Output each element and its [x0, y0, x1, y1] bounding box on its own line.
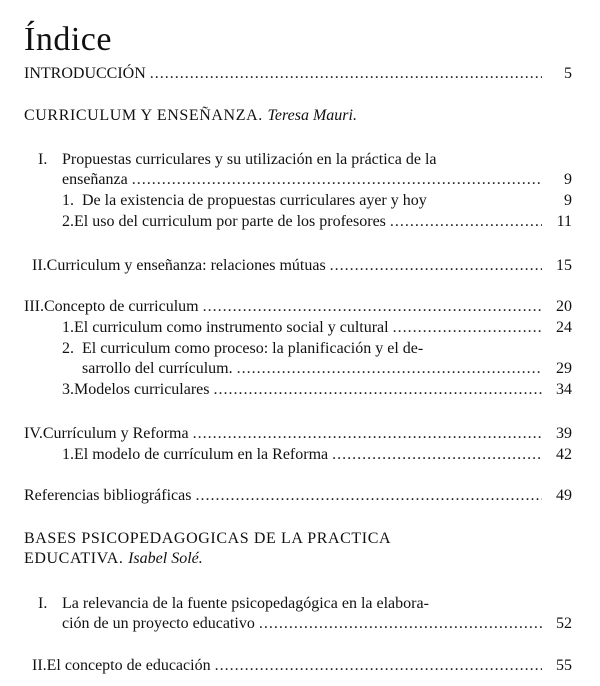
leader-dots [215, 656, 542, 676]
toc-entry-number: 2. [62, 213, 74, 230]
toc-entry-label: Concepto de curriculum [43, 298, 199, 315]
toc-entry-relevancia[interactable] [38, 594, 429, 614]
section-author: Isabel Solé. [128, 550, 203, 567]
section-heading-bases-cont [24, 549, 203, 569]
toc-entry-number: I. [38, 595, 48, 612]
toc-entry-label: Referencias bibliográficas [24, 487, 192, 504]
toc-entry-proceso-cont[interactable] [82, 359, 572, 379]
toc-entry-label: El modelo de currículum en la Reforma [74, 446, 329, 463]
leader-dots [237, 359, 542, 379]
toc-entry-uso[interactable] [62, 212, 572, 232]
leader-dots [390, 212, 542, 232]
toc-page-number: 55 [556, 657, 572, 674]
leader-dots [203, 297, 542, 317]
toc-entry-reforma[interactable] [24, 424, 572, 444]
section-heading-curriculum [24, 106, 357, 126]
toc-entry-number: II. [32, 257, 47, 274]
toc-entry-modelo-reforma[interactable] [62, 445, 572, 465]
toc-entry-number: 1. [62, 446, 74, 463]
toc-page-number: 49 [556, 487, 572, 504]
toc-entry-number: 1. [62, 319, 74, 336]
section-author: Teresa Mauri. [267, 107, 357, 124]
toc-entry-label: Curriculum y enseñanza: relaciones mútuas [46, 257, 326, 274]
toc-page-number: 20 [556, 298, 572, 315]
toc-entry-number: 1. [62, 192, 74, 209]
toc-page-number: 34 [556, 381, 572, 398]
section-title: BASES PSICOPEDAGOGICAS DE LA PRACTICA [24, 530, 392, 547]
leader-dots [393, 318, 542, 338]
toc-entry-label: sarrollo del currículum. [82, 360, 233, 377]
toc-entry-existencia[interactable] [62, 191, 572, 211]
leader-dots [193, 424, 542, 444]
leader-dots [132, 170, 542, 190]
toc-entry-label: ción de un proyecto educativo [62, 615, 255, 632]
leader-dots [195, 486, 542, 506]
toc-page-number: 5 [564, 65, 572, 82]
leader-dots [150, 64, 542, 84]
leader-dots [259, 614, 542, 634]
toc-page-number: 11 [556, 213, 572, 230]
toc-page-number: 29 [556, 360, 572, 377]
toc-page-number: 39 [556, 425, 572, 442]
toc-page-number: 42 [556, 446, 572, 463]
toc-entry-instrumento[interactable] [62, 318, 572, 338]
toc-entry-relaciones[interactable] [32, 256, 572, 276]
toc-entry-label: enseñanza [62, 171, 128, 188]
toc-page-number: 9 [564, 171, 572, 188]
toc-entry-modelos[interactable] [62, 380, 572, 400]
toc-entry-educacion[interactable] [32, 656, 572, 676]
toc-page-number: 24 [556, 319, 572, 336]
toc-entry-proceso[interactable] [62, 339, 423, 359]
toc-entry-label: El curriculum como instrumento social y cultural [74, 319, 389, 336]
toc-entry-number: 3. [62, 381, 74, 398]
toc-entry-number: II. [32, 657, 47, 674]
toc-entry-number: 2. [62, 340, 74, 357]
toc-entry-number: I. [38, 151, 48, 168]
leader-dots [330, 256, 542, 276]
toc-entry-number: III. [24, 298, 44, 315]
toc-entry-number: IV. [24, 425, 43, 442]
toc-entry-relevancia-cont[interactable] [62, 614, 572, 634]
toc-entry-label: Modelos curriculares [74, 381, 210, 398]
toc-page-number: 15 [556, 257, 572, 274]
toc-entry-label: El concepto de educación [46, 657, 211, 674]
section-heading-bases [24, 529, 391, 549]
toc-entry-label: La relevancia de la fuente psicopedagógica en la elabora- [62, 595, 429, 612]
index-title: Índice [24, 21, 112, 58]
toc-entry-propuestas[interactable] [38, 150, 437, 170]
section-title: EDUCATIVA. [24, 550, 124, 567]
toc-entry-introduccion[interactable] [24, 64, 572, 84]
toc-entry-label: El curriculum como proceso: la planificación y el de- [82, 340, 424, 357]
toc-entry-label: Propuestas curriculares y su utilización en la práctica de la [62, 151, 437, 168]
toc-entry-propuestas-cont[interactable] [62, 170, 572, 190]
toc-page-number: 9 [564, 192, 572, 209]
toc-entry-concepto[interactable] [24, 297, 572, 317]
toc-entry-label: De la existencia de propuestas curriculares ayer y hoy [82, 192, 427, 209]
toc-entry-label: El uso del curriculum por parte de los profesores [74, 213, 386, 230]
leader-dots [332, 445, 542, 465]
toc-entry-label: Currículum y Reforma [42, 425, 189, 442]
section-title: CURRICULUM Y ENSEÑANZA. [24, 107, 263, 124]
toc-entry-label: INTRODUCCIÓN [24, 65, 146, 82]
toc-entry-referencias[interactable] [24, 486, 572, 506]
leader-dots [214, 380, 542, 400]
toc-page-number: 52 [556, 615, 572, 632]
